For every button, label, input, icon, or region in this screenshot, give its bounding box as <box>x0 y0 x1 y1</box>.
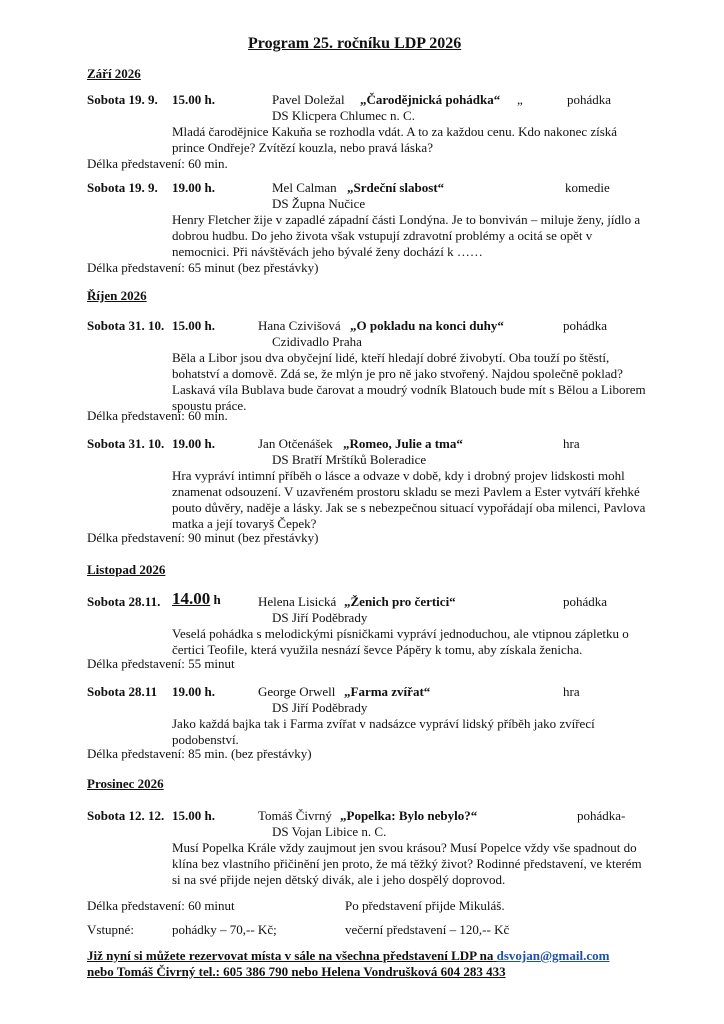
event-time: 15.00 h. <box>172 318 215 333</box>
month-heading-october: Říjen 2026 <box>87 288 147 303</box>
event-genre: pohádka <box>567 92 612 107</box>
event-day: Sobota 31. 10. <box>87 318 165 333</box>
event-company: DS Bratří Mrštíků Boleradice <box>272 452 427 467</box>
event-day: Sobota 31. 10. <box>87 436 165 451</box>
event-play-title: „Čarodějnická pohádka“ <box>360 92 501 107</box>
event-day: Sobota 19. 9. <box>87 92 158 107</box>
event-author: Mel Calman <box>272 180 337 195</box>
event-author: George Orwell <box>258 684 336 699</box>
event-duration: Délka představení: 90 minut (bez přestávky) <box>87 530 319 545</box>
month-heading-september: Září 2026 <box>87 66 141 81</box>
event-genre: hra <box>563 684 580 699</box>
event-genre: komedie <box>565 180 610 195</box>
event-description: Veselá pohádka s melodickými písničkami vypráví jednoduchou, ale vtipnou zápletku o čertici Teofile, která využila nesnází ševce Pápěry k tomu, aby získala ženicha. <box>172 626 629 657</box>
month-heading-november: Listopad 2026 <box>87 562 166 577</box>
event-genre: pohádka <box>563 594 608 609</box>
event-description: Henry Fletcher žije v zapadlé západní části Londýna. Je to bonviván – miluje ženy, jídlo a dobrou hudbu. Do jeho života však vstupují zdravotní problémy a ocitá se opět v nemocnici. Při návštěvách jeho bývalé ženy dochází k …… <box>172 212 641 259</box>
tickets-evening-price: večerní představení – 120,-- Kč <box>345 922 510 937</box>
event-company: DS Vojan Libice n. C. <box>272 824 387 839</box>
event-duration: Délka představení: 60 min. <box>87 156 228 171</box>
event-company: DS Jiří Poděbrady <box>272 700 368 715</box>
event-genre: hra <box>563 436 580 451</box>
event-description: Hra vypráví intimní příběh o lásce a odvaze v době, kdy i drobný projev lidskosti mohl znamenat odsouzení. V uzavřeném prostoru skladu se mezi Pavlem a Ester vytváří křehké pouto důvěry, naděje a lásky. Jak se s nebezpečnou situací vypořádají oba milenci, Pavlova matka a její tovaryš Čepek? <box>172 468 646 531</box>
event-time: 19.00 h. <box>172 180 215 195</box>
event-author: Jan Otčenášek <box>258 436 333 451</box>
event-play-title: „O pokladu na konci duhy“ <box>350 318 504 333</box>
event-stray-quote: „ <box>517 92 523 107</box>
reservation-email-link[interactable]: dsvojan@gmail.com <box>496 948 610 963</box>
event-day: Sobota 28.11 <box>87 684 158 699</box>
event-description: Jako každá bajka tak i Farma zvířat v nadsázce vypráví lidský příběh jako zvířecí podobenství. <box>172 716 595 747</box>
event-author: Hana Czivišová <box>258 318 341 333</box>
event-time: 19.00 h. <box>172 436 215 451</box>
event-day: Sobota 19. 9. <box>87 180 158 195</box>
event-author: Helena Lisická <box>258 594 337 609</box>
event-genre: pohádka- <box>577 808 626 823</box>
event-play-title: „Romeo, Julie a tma“ <box>343 436 463 451</box>
event-company: DS Jiří Poděbrady <box>272 610 368 625</box>
reservation-text: Již nyní si můžete rezervovat místa v sále na všechna představení LDP na <box>87 948 494 963</box>
event-time: 15.00 h. <box>172 808 215 823</box>
event-company: DS Klicpera Chlumec n. C. <box>272 108 415 123</box>
event-company: DS Župna Nučice <box>272 196 366 211</box>
event-duration: Délka představení: 55 minut <box>87 656 235 671</box>
event-day: Sobota 12. 12. <box>87 808 165 823</box>
event-company: Czidivadlo Praha <box>272 334 362 349</box>
event-time-highlighted: 14.00 <box>172 589 211 608</box>
event-time: 15.00 h. <box>172 92 215 107</box>
page-title: Program 25. ročníku LDP 2026 <box>248 35 462 52</box>
event-time-suffix: h <box>213 592 221 607</box>
event-day: Sobota 28.11. <box>87 594 161 609</box>
event-duration: Délka představení: 85 min. (bez přestávky) <box>87 746 312 761</box>
event-author: Tomáš Čivrný <box>258 808 332 823</box>
event-author: Pavel Doležal <box>272 92 345 107</box>
event-play-title: „Srdeční slabost“ <box>347 180 445 195</box>
event-duration: Délka představení: 65 minut (bez přestávky) <box>87 260 319 275</box>
event-description: Běla a Libor jsou dva obyčejní lidé, kteří hledají dobré živobytí. Oba touží po štěstí, bohatství a domově. Zdá se, že mlýn je pro ně jako stvořený. Najdou společně poklad? Laskavá víla Bublava bude čarovat a moudrý vodník Blatouch bude mít s Bělou a Liborem spoustu práce. <box>172 350 646 413</box>
event-time-group <box>172 591 221 608</box>
event-play-title: „Popelka: Bylo nebylo?“ <box>340 808 478 823</box>
event-time: 19.00 h. <box>172 684 215 699</box>
month-heading-december: Prosinec 2026 <box>87 776 164 791</box>
event-genre: pohádka <box>563 318 608 333</box>
event-description: Mladá čarodějnice Kakuňa se rozhodla vdát. A to za každou cenu. Kdo nakonec získá prince Ondřeje? Zvítězí kouzla, nebo pravá láska? <box>172 124 618 155</box>
reservation-line <box>87 948 609 964</box>
event-play-title: „Ženich pro čertici“ <box>344 594 456 609</box>
event-play-title: „Farma zvířat“ <box>344 684 431 699</box>
reservation-contacts: nebo Tomáš Čivrný tel.: 605 386 790 nebo Helena Vondrušková 604 283 433 <box>87 964 506 979</box>
event-note: Po představení přijde Mikuláš. <box>345 898 505 913</box>
tickets-label: Vstupné: <box>87 922 134 937</box>
event-duration: Délka představení: 60 minut <box>87 898 235 913</box>
tickets-kids-price: pohádky – 70,-- Kč; <box>172 922 277 937</box>
event-duration: Délka představení: 60 min. <box>87 408 228 423</box>
event-description: Musí Popelka Krále vždy zaujmout jen svou krásou? Musí Popelce vždy vše spadnout do klína bez vlastního přičinění jen proto, že má těžký život? Rodinné představení, ve kterém si na své přijde nejen dětský divák, ale i jeho dospělý doprovod. <box>172 840 642 887</box>
